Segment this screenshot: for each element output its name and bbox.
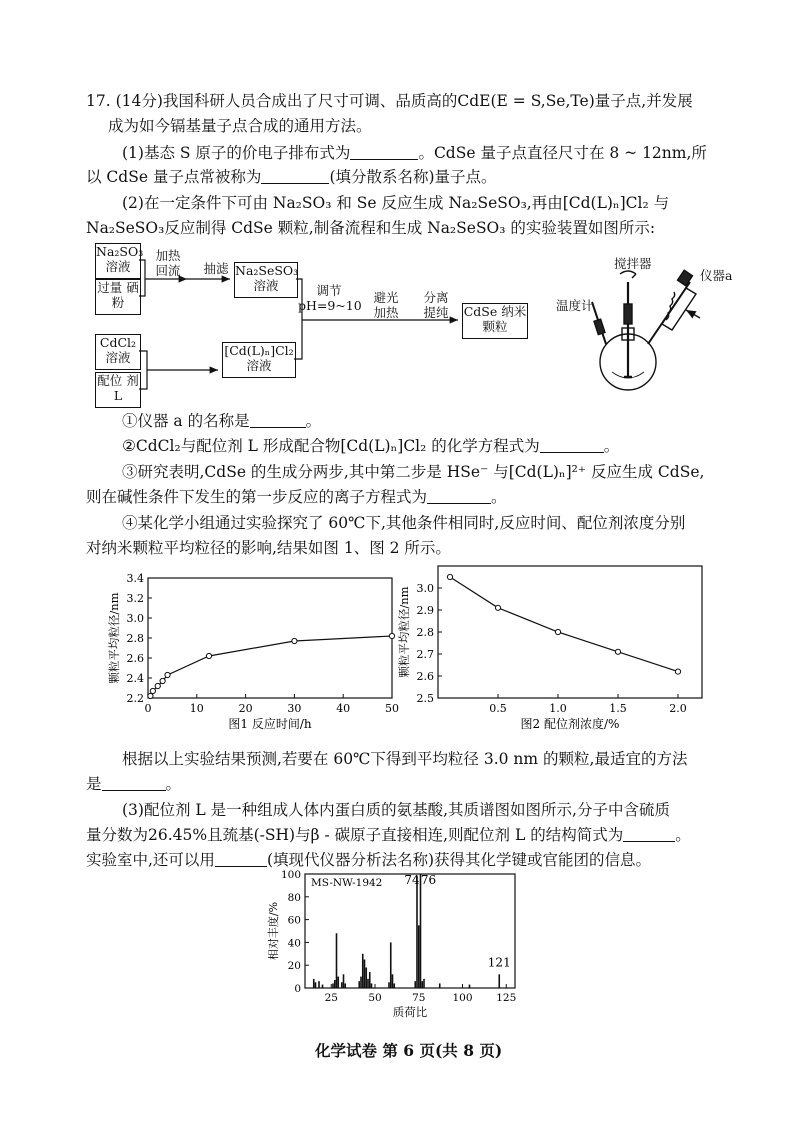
x-tick-label: 30 xyxy=(287,702,302,715)
flow-box-na2seso3: Na₂SeSO₃ 溶液 xyxy=(234,262,298,298)
y-tick-label: 3.0 xyxy=(416,582,434,595)
label-thermometer: 温度计 xyxy=(556,298,594,313)
flow-box-complex: [Cd(L)ₙ]Cl₂ 溶液 xyxy=(222,342,296,378)
x-tick-label: 40 xyxy=(336,702,351,715)
data-point xyxy=(148,693,153,698)
x-tick-label: 10 xyxy=(189,702,204,715)
answer-blank-5[interactable] xyxy=(427,488,491,504)
part3-line2: 量分数为26.45%且巯基(-SH)与β - 碳原子直接相连,则配位剂 L 的结构简式为 。 xyxy=(86,826,691,844)
question-title-line1: 17. (14分)我国科研人员合成出了尺寸可调、品质高的CdE(E = S,Se,Te)量子点,并发展 xyxy=(86,92,693,110)
plot-frame xyxy=(438,566,702,698)
part2-line1: (2)在一定条件下可由 Na₂SO₃ 和 Se 反应生成 Na₂SeSO₃,再由[Cd(L)ₙ]Cl₂ 与 xyxy=(122,194,670,212)
data-point xyxy=(675,669,680,674)
data-point xyxy=(615,649,620,654)
flow-box-ligand: 配位 剂L xyxy=(95,372,141,408)
page-footer: 化学试卷 第 6 页(共 8 页) xyxy=(315,1041,503,1060)
y-tick-label: 2.8 xyxy=(416,626,434,639)
x-axis-label: 质荷比 xyxy=(392,1005,428,1019)
flask-apparatus xyxy=(540,262,760,402)
q2-line: ②CdCl₂与配位剂 L 形成配合物[Cd(L)ₙ]Cl₂ 的化学方程式为 。 xyxy=(122,437,620,455)
q4-line2: 对纳米颗粒平均粒径的影响,结果如图 1、图 2 所示。 xyxy=(86,539,451,557)
x-tick-label: 2.0 xyxy=(669,702,687,715)
answer-blank-4[interactable] xyxy=(540,437,604,453)
y-tick-label: 3.0 xyxy=(126,612,144,625)
answer-blank-8[interactable] xyxy=(215,851,267,867)
y-tick-label: 2.6 xyxy=(416,670,434,683)
chart-ligand-concentration xyxy=(397,560,720,740)
chart-id-label: MS-NW-1942 xyxy=(311,877,383,889)
x-tick-label: 50 xyxy=(385,702,399,715)
prediction-line1: 根据以上实验结果预测,若要在 60℃下得到平均粒径 3.0 nm 的颗粒,最适宜的方法 xyxy=(122,750,688,768)
y-tick-label: 2.2 xyxy=(126,692,144,705)
part3-line1: (3)配位剂 L 是一种组成人体内蛋白质的氨基酸,其质谱图如图所示,分子中含硫质 xyxy=(122,801,670,819)
data-point xyxy=(165,672,170,677)
label-stirrer: 搅拌器 xyxy=(614,256,652,271)
x-tick-label: 1.5 xyxy=(609,702,627,715)
data-point xyxy=(292,638,297,643)
y-tick-label: 100 xyxy=(280,869,301,881)
flow-box-cdse: CdSe 纳米颗粒 xyxy=(462,303,528,339)
x-tick-label: 125 xyxy=(496,992,517,1004)
x-tick-label: 25 xyxy=(324,992,338,1004)
q3-line2: 则在碱性条件下发生的第一步反应的离子方程式为 。 xyxy=(86,488,507,506)
part1-line1: (1)基态 S 原子的价电子排布式为 。CdSe 量子点直径尺寸在 8 ~ 12nm,所 xyxy=(122,144,707,162)
y-tick-label: 3.2 xyxy=(126,592,144,605)
q3-line1: ③研究表明,CdSe 的生成分两步,其中第二步是 HSe⁻ 与[Cd(L)ₙ]²⁺ 反应生成 CdSe, xyxy=(122,463,705,481)
y-tick-label: 2.5 xyxy=(416,692,434,705)
y-tick-label: 2.8 xyxy=(126,632,144,645)
peak-label: 74 xyxy=(404,873,420,887)
data-point xyxy=(555,629,560,634)
answer-blank-3[interactable] xyxy=(250,412,306,428)
y-tick-label: 80 xyxy=(287,891,301,904)
q1-line: ①仪器 a 的名称是 。 xyxy=(122,412,322,430)
flow-label-dark: 避光 加热 xyxy=(373,290,399,320)
data-point xyxy=(206,653,211,658)
x-tick-label: 100 xyxy=(452,992,473,1004)
y-tick-label: 0 xyxy=(294,983,301,995)
flow-box-cdcl2: CdCl₂ 溶液 xyxy=(95,334,141,370)
y-tick-label: 60 xyxy=(287,914,301,927)
peak-label: 121 xyxy=(487,955,511,970)
x-tick-label: 50 xyxy=(368,992,382,1004)
x-tick-label: 0 xyxy=(144,702,152,715)
part2-line2: Na₂SeSO₃反应制得 CdSe 颗粒,制备流程和生成 Na₂SeSO₃ 的实验装置如图所示: xyxy=(86,219,656,237)
data-point xyxy=(155,683,160,688)
flow-box-se: 过量 硒粉 xyxy=(95,279,141,315)
chart-caption: 图2 配位剂浓度/% xyxy=(520,717,620,731)
q4-line1: ④某化学小组通过实验探究了 60℃下,其他条件相同时,反应时间、配位剂浓度分别 xyxy=(122,514,686,532)
x-tick-label: 0.5 xyxy=(489,702,507,715)
y-tick-label: 20 xyxy=(287,960,301,973)
x-tick-label: 20 xyxy=(238,702,253,715)
y-tick-label: 2.6 xyxy=(126,652,144,665)
part1-line2: 以 CdSe 量子点常被称为 (填分散系名称)量子点。 xyxy=(86,168,497,186)
y-tick-label: 2.7 xyxy=(416,648,434,661)
part3-line3: 实验室中,还可以用 (填现代仪器分析法名称)获得其化学键或官能团的信息。 xyxy=(86,851,652,869)
flow-label-filter: 抽滤 xyxy=(203,261,229,276)
series-line xyxy=(150,636,392,696)
data-point xyxy=(495,605,500,610)
x-tick-label: 75 xyxy=(412,992,426,1004)
data-point xyxy=(150,688,155,693)
y-tick-label: 40 xyxy=(287,937,301,950)
answer-blank-6[interactable] xyxy=(102,775,166,791)
question-title-line2: 成为如今镉基量子点合成的通用方法。 xyxy=(108,117,372,135)
answer-blank-7[interactable] xyxy=(623,826,675,842)
y-axis-label: 相对丰度/% xyxy=(267,901,280,961)
peak-label: 76 xyxy=(420,873,437,887)
label-instrument-a: 仪器a xyxy=(700,268,733,283)
flow-label-heat: 加热 回流 xyxy=(155,248,181,278)
flow-box-na2so3: Na₂SO₃ 溶液 xyxy=(95,243,141,279)
chart-mass-spectrum xyxy=(265,868,535,1028)
series-line xyxy=(450,577,678,672)
chart-reaction-time xyxy=(90,560,410,740)
data-point xyxy=(389,633,394,638)
flow-label-sep: 分离 提纯 xyxy=(423,290,449,320)
data-point xyxy=(160,678,165,683)
flow-label-ph: 调节 pH=9~10 xyxy=(298,283,362,313)
y-tick-label: 2.9 xyxy=(416,604,434,617)
y-tick-label: 3.4 xyxy=(126,572,144,585)
y-axis-label: 颗粒平均粒径/nm xyxy=(397,586,411,678)
y-axis-label: 颗粒平均粒径/nm xyxy=(107,592,121,684)
data-point xyxy=(447,574,452,579)
prediction-line2: 是 。 xyxy=(86,775,182,793)
y-tick-label: 2.4 xyxy=(126,672,144,685)
x-tick-label: 1.0 xyxy=(549,702,567,715)
chart-caption: 图1 反应时间/h xyxy=(228,717,312,731)
